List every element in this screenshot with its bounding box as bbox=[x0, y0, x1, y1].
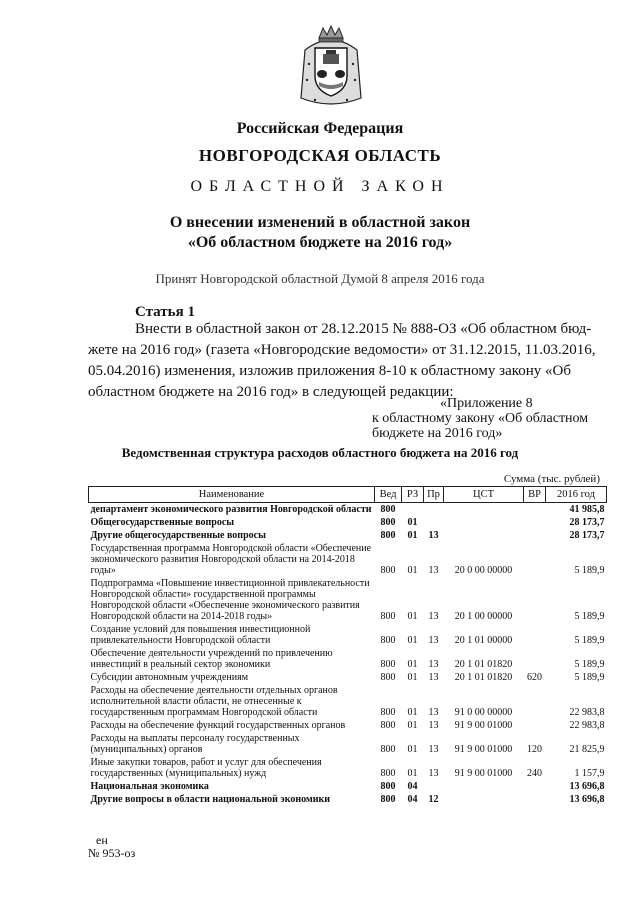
header-year: 2016 год bbox=[546, 487, 607, 503]
cell-pr: 13 bbox=[428, 530, 439, 541]
cell-ved: 800 bbox=[380, 635, 396, 646]
cell-vr bbox=[524, 684, 546, 719]
article-text-line: 05.04.2016) изменения, изложив приложения 8-10 к областному закону «Об bbox=[88, 363, 571, 379]
cell-ved: 800 bbox=[380, 781, 396, 792]
cell-name: Создание условий для повышения инвестиционной привлекательности Новгородской области bbox=[90, 624, 311, 646]
article-heading: Статья 1 bbox=[135, 304, 195, 320]
cell-sum: 1 157,9 bbox=[574, 768, 605, 779]
cell-ved: 800 bbox=[380, 530, 396, 541]
cell-ved: 800 bbox=[380, 707, 396, 718]
cell-name: Обеспечение деятельности учреждений по привлечению инвестиций в реальный сектор экономики bbox=[90, 648, 333, 670]
cell-cst: 20 1 01 01820 bbox=[454, 659, 513, 670]
cell-sum: 28 173,7 bbox=[569, 517, 605, 528]
cell-ved: 800 bbox=[380, 504, 396, 515]
cell-cst bbox=[444, 793, 524, 806]
law-type: ОБЛАСТНОЙ ЗАКОН bbox=[190, 178, 450, 195]
cell-rz: 01 bbox=[407, 611, 418, 622]
header-ved: Вед bbox=[375, 487, 402, 503]
country-name: Российская Федерация bbox=[236, 120, 404, 137]
cell-name: Общегосударственные вопросы bbox=[90, 517, 235, 528]
cell-pr: 13 bbox=[428, 565, 439, 576]
table-row bbox=[89, 529, 607, 542]
cell-pr: 13 bbox=[428, 611, 439, 622]
cell-pr: 13 bbox=[428, 768, 439, 779]
appendix-line: к областному закону «Об областном bbox=[372, 411, 589, 426]
cell-pr bbox=[424, 503, 444, 517]
cell-pr: 12 bbox=[428, 794, 439, 805]
cell-ved: 800 bbox=[380, 720, 396, 731]
table-row bbox=[89, 732, 607, 756]
adoption-note: Принят Новгородской областной Думой 8 апреля 2016 года bbox=[155, 271, 485, 286]
cell-pr: 13 bbox=[428, 720, 439, 731]
table-row bbox=[89, 684, 607, 719]
cell-rz: 01 bbox=[407, 768, 418, 779]
cell-pr bbox=[424, 780, 444, 793]
cell-rz: 04 bbox=[407, 781, 418, 792]
table-row bbox=[89, 793, 607, 806]
cell-cst: 20 1 01 00000 bbox=[454, 635, 513, 646]
cell-vr bbox=[524, 793, 546, 806]
cell-name: Национальная экономика bbox=[90, 781, 209, 792]
cell-vr bbox=[524, 647, 546, 671]
appendix-line: «Приложение 8 bbox=[440, 396, 533, 411]
cell-rz: 01 bbox=[407, 635, 418, 646]
cell-name: департамент экономического развития Новгородской области bbox=[90, 504, 372, 515]
cell-pr: 13 bbox=[428, 635, 439, 646]
cell-vr bbox=[524, 719, 546, 732]
cell-pr: 13 bbox=[428, 659, 439, 670]
cell-cst bbox=[444, 516, 524, 529]
cell-sum: 5 189,9 bbox=[574, 672, 605, 683]
cell-rz bbox=[402, 503, 424, 517]
cell-ved: 800 bbox=[380, 768, 396, 779]
cell-sum: 21 825,9 bbox=[569, 744, 605, 755]
cell-cst: 91 9 00 01000 bbox=[454, 768, 513, 779]
cell-vr bbox=[524, 623, 546, 647]
cell-cst: 91 9 00 01000 bbox=[454, 720, 513, 731]
cell-cst bbox=[444, 780, 524, 793]
region-name: НОВГОРОДСКАЯ ОБЛАСТЬ bbox=[198, 146, 442, 165]
cell-cst bbox=[444, 503, 524, 517]
novgorod-coat-of-arms-icon bbox=[295, 24, 367, 112]
header-pr: Пр bbox=[424, 487, 444, 503]
cell-ved: 800 bbox=[380, 517, 396, 528]
cell-vr: 620 bbox=[527, 672, 542, 683]
cell-name: Другие вопросы в области национальной экономики bbox=[90, 794, 331, 805]
cell-cst: 20 1 01 01820 bbox=[454, 672, 513, 683]
table-row bbox=[89, 516, 607, 529]
article-text-line: жете на 2016 год» (газета «Новгородские ведомости» от 31.12.2015, 11.03.2016, bbox=[88, 342, 596, 358]
cell-rz: 01 bbox=[407, 659, 418, 670]
cell-rz: 04 bbox=[407, 794, 418, 805]
law-number: № 953-оз bbox=[88, 846, 136, 860]
table-row bbox=[89, 577, 607, 623]
cell-rz: 01 bbox=[407, 530, 418, 541]
cell-vr bbox=[524, 516, 546, 529]
header-cst: ЦСТ bbox=[444, 487, 524, 503]
cell-cst: 91 0 00 00000 bbox=[454, 707, 513, 718]
table-title: Ведомственная структура расходов областного бюджета на 2016 год bbox=[121, 445, 519, 460]
table-row bbox=[89, 719, 607, 732]
cell-pr: 13 bbox=[428, 744, 439, 755]
cell-ved: 800 bbox=[380, 672, 396, 683]
cell-rz: 01 bbox=[407, 744, 418, 755]
cell-name: Государственная программа Новгородской области «Обеспечение экономического развития Новгородской области на 2014-2018 годы» bbox=[90, 543, 372, 576]
cell-pr: 13 bbox=[428, 672, 439, 683]
cell-sum: 5 189,9 bbox=[574, 565, 605, 576]
cell-sum: 28 173,7 bbox=[569, 530, 605, 541]
cell-sum: 22 983,8 bbox=[569, 707, 605, 718]
units-label: Сумма (тыс. рублей) bbox=[503, 473, 600, 485]
budget-table bbox=[88, 486, 607, 806]
cell-name: Субсидии автономным учреждениям bbox=[90, 672, 249, 683]
cell-name: Иные закупки товаров, работ и услуг для обеспечения государственных (муниципальных) нужд bbox=[90, 757, 322, 779]
cell-pr: 13 bbox=[428, 707, 439, 718]
table-row bbox=[89, 780, 607, 793]
header-rz: РЗ bbox=[402, 487, 424, 503]
cell-name: Расходы на обеспечение деятельности отдельных органов исполнительной власти области, не отнесенные к государственным программам Новгородской области bbox=[90, 685, 338, 718]
appendix-reference bbox=[372, 396, 588, 441]
cell-cst: 20 0 00 00000 bbox=[454, 565, 513, 576]
cell-rz: 01 bbox=[407, 565, 418, 576]
cell-ved: 800 bbox=[380, 659, 396, 670]
cell-vr bbox=[524, 529, 546, 542]
law-title-line1: О внесении изменений в областной закон bbox=[169, 214, 471, 231]
cell-cst: 20 1 00 00000 bbox=[454, 611, 513, 622]
cell-sum: 5 189,9 bbox=[574, 659, 605, 670]
cell-pr bbox=[424, 516, 444, 529]
cell-sum: 41 985,8 bbox=[569, 504, 605, 515]
cell-rz: 01 bbox=[407, 707, 418, 718]
cell-vr: 120 bbox=[527, 744, 542, 755]
cell-rz: 01 bbox=[407, 672, 418, 683]
header-vr: ВР bbox=[524, 487, 546, 503]
cell-vr: 240 bbox=[527, 768, 542, 779]
cell-ved: 800 bbox=[380, 611, 396, 622]
cell-sum: 5 189,9 bbox=[574, 611, 605, 622]
table-row bbox=[89, 542, 607, 577]
cell-ved: 800 bbox=[380, 794, 396, 805]
cell-name: Другие общегосударственные вопросы bbox=[90, 530, 266, 541]
cell-ved: 800 bbox=[380, 565, 396, 576]
cell-ved: 800 bbox=[380, 744, 396, 755]
cell-cst: 91 9 00 01000 bbox=[454, 744, 513, 755]
cell-rz: 01 bbox=[407, 720, 418, 731]
article-text-line: областном бюджете на 2016 год» в следующей редакции: bbox=[88, 384, 454, 400]
table-header-row bbox=[89, 487, 607, 503]
cell-name: Расходы на выплаты персоналу государственных (муниципальных) органов bbox=[90, 733, 300, 755]
footer-initials: ен bbox=[96, 833, 108, 847]
cell-vr bbox=[524, 780, 546, 793]
cell-vr bbox=[524, 577, 546, 623]
cell-rz: 01 bbox=[407, 517, 418, 528]
table-row bbox=[89, 503, 607, 517]
table-body bbox=[89, 503, 607, 807]
cell-sum: 13 696,8 bbox=[569, 794, 605, 805]
cell-cst bbox=[444, 529, 524, 542]
cell-sum: 13 696,8 bbox=[569, 781, 605, 792]
appendix-line: бюджете на 2016 год» bbox=[372, 426, 503, 441]
article-text-line: Внести в областной закон от 28.12.2015 № 888-ОЗ «Об областном бюд- bbox=[135, 321, 592, 337]
cell-sum: 22 983,8 bbox=[569, 720, 605, 731]
header-name: Наименование bbox=[89, 487, 375, 503]
law-title-line2: «Об областном бюджете на 2016 год» bbox=[187, 234, 453, 251]
table-row bbox=[89, 756, 607, 780]
table-row bbox=[89, 623, 607, 647]
cell-name: Подпрограмма «Повышение инвестиционной привлекательности Новгородской области» государственной программы Новгородской области «Обеспечение экономического развития Новгородской области на 2014-2018 годы» bbox=[90, 578, 370, 622]
cell-sum: 5 189,9 bbox=[574, 635, 605, 646]
table-row bbox=[89, 671, 607, 684]
cell-vr bbox=[524, 503, 546, 517]
cell-vr bbox=[524, 542, 546, 577]
cell-name: Расходы на обеспечение функций государственных органов bbox=[90, 720, 346, 731]
table-row bbox=[89, 647, 607, 671]
